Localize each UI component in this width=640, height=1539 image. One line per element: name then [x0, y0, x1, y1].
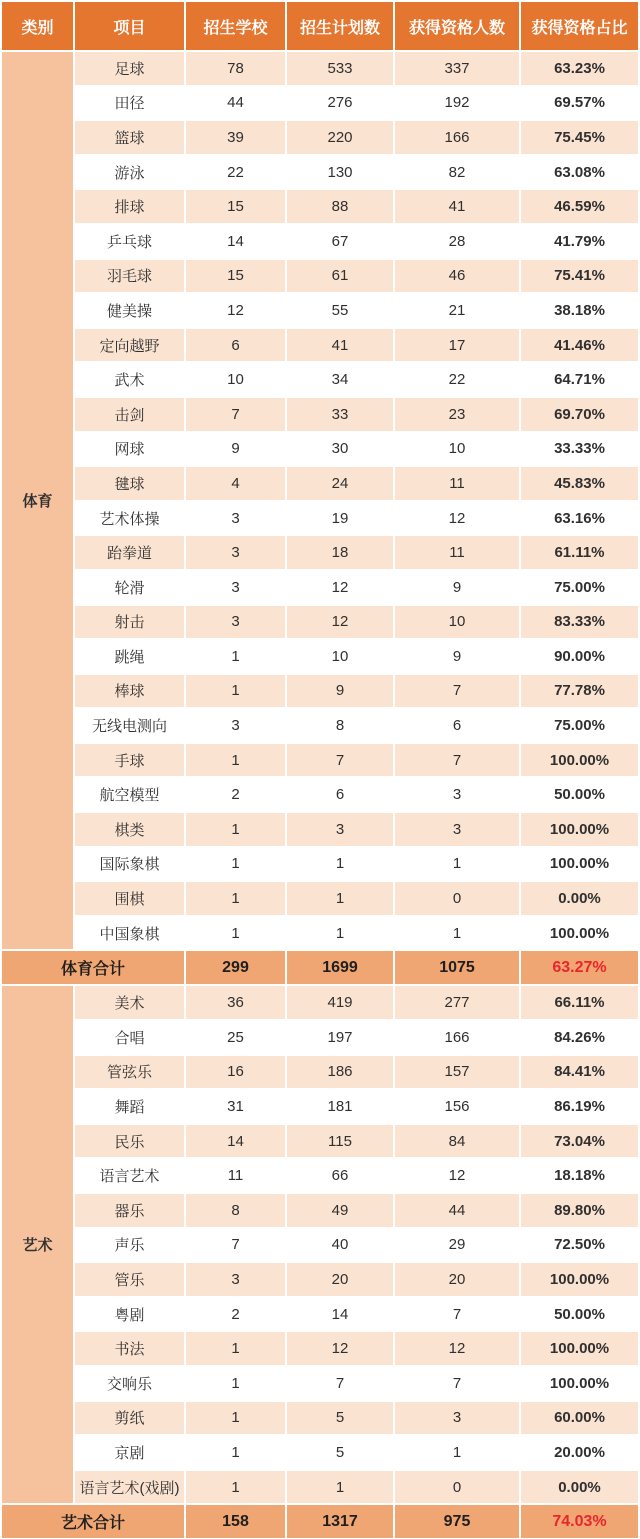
header-cell-2: 招生学校 [186, 2, 285, 50]
schools-cell: 2 [186, 778, 285, 811]
plan-cell: 34 [287, 363, 393, 396]
data-row [2, 1298, 638, 1331]
data-row [2, 433, 638, 466]
percent-cell: 38.18% [521, 294, 638, 327]
item-cell: 田径 [75, 87, 184, 120]
plan-cell: 5 [287, 1402, 393, 1435]
data-row [2, 1159, 638, 1192]
percent-cell: 46.59% [521, 190, 638, 223]
percent-cell: 75.00% [521, 709, 638, 742]
item-cell: 国际象棋 [75, 848, 184, 881]
item-cell: 舞蹈 [75, 1090, 184, 1123]
data-row [2, 52, 638, 85]
summary-plan-cell: 1317 [287, 1505, 393, 1538]
data-row [2, 986, 638, 1019]
header-cell-0: 类别 [2, 2, 73, 50]
qualified-cell: 29 [395, 1229, 519, 1262]
qualified-cell: 84 [395, 1125, 519, 1158]
qualified-cell: 11 [395, 467, 519, 500]
item-cell: 乒乓球 [75, 225, 184, 258]
schools-cell: 22 [186, 156, 285, 189]
table-header [2, 2, 638, 50]
plan-cell: 30 [287, 433, 393, 466]
plan-cell: 5 [287, 1436, 393, 1469]
qualified-cell: 10 [395, 433, 519, 466]
item-cell: 京剧 [75, 1436, 184, 1469]
header-cell-4: 获得资格人数 [395, 2, 519, 50]
summary-qualified-cell: 1075 [395, 951, 519, 984]
qualified-cell: 46 [395, 260, 519, 293]
qualified-cell: 11 [395, 536, 519, 569]
qualified-cell: 166 [395, 121, 519, 154]
item-cell: 棒球 [75, 675, 184, 708]
schools-cell: 8 [186, 1194, 285, 1227]
plan-cell: 7 [287, 744, 393, 777]
schools-cell: 1 [186, 848, 285, 881]
plan-cell: 41 [287, 329, 393, 362]
summary-label-cell: 体育合计 [2, 951, 184, 984]
data-row [2, 1471, 638, 1504]
qualified-cell: 3 [395, 1402, 519, 1435]
schools-cell: 4 [186, 467, 285, 500]
percent-cell: 75.00% [521, 571, 638, 604]
percent-cell: 84.26% [521, 1021, 638, 1054]
percent-cell: 69.70% [521, 398, 638, 431]
qualified-cell: 7 [395, 744, 519, 777]
qualified-cell: 17 [395, 329, 519, 362]
percent-cell: 100.00% [521, 744, 638, 777]
percent-cell: 100.00% [521, 1367, 638, 1400]
schools-cell: 3 [186, 1263, 285, 1296]
item-cell: 交响乐 [75, 1367, 184, 1400]
qualified-cell: 192 [395, 87, 519, 120]
data-row [2, 467, 638, 500]
percent-cell: 75.45% [521, 121, 638, 154]
percent-cell: 83.33% [521, 606, 638, 639]
item-cell: 无线电测向 [75, 709, 184, 742]
summary-label-cell: 艺术合计 [2, 1505, 184, 1538]
item-cell: 羽毛球 [75, 260, 184, 293]
summary-qualified-cell: 975 [395, 1505, 519, 1538]
item-cell: 合唱 [75, 1021, 184, 1054]
data-row [2, 1436, 638, 1469]
schools-cell: 36 [186, 986, 285, 1019]
plan-cell: 10 [287, 640, 393, 673]
qualified-cell: 20 [395, 1263, 519, 1296]
qualified-cell: 12 [395, 502, 519, 535]
percent-cell: 100.00% [521, 917, 638, 950]
percent-cell: 41.46% [521, 329, 638, 362]
data-row [2, 1402, 638, 1435]
schools-cell: 1 [186, 813, 285, 846]
schools-cell: 1 [186, 640, 285, 673]
plan-cell: 1 [287, 917, 393, 950]
plan-cell: 7 [287, 1367, 393, 1400]
percent-cell: 0.00% [521, 1471, 638, 1504]
data-row [2, 260, 638, 293]
summary-schools-cell: 299 [186, 951, 285, 984]
summary-schools-cell: 158 [186, 1505, 285, 1538]
qualified-cell: 337 [395, 52, 519, 85]
schools-cell: 14 [186, 1125, 285, 1158]
percent-cell: 45.83% [521, 467, 638, 500]
item-cell: 语言艺术(戏剧) [75, 1471, 184, 1504]
item-cell: 排球 [75, 190, 184, 223]
schools-cell: 15 [186, 190, 285, 223]
schools-cell: 7 [186, 1229, 285, 1262]
item-cell: 篮球 [75, 121, 184, 154]
qualified-cell: 12 [395, 1159, 519, 1192]
percent-cell: 50.00% [521, 1298, 638, 1331]
schools-cell: 11 [186, 1159, 285, 1192]
plan-cell: 19 [287, 502, 393, 535]
data-row [2, 363, 638, 396]
percent-cell: 69.57% [521, 87, 638, 120]
plan-cell: 12 [287, 1332, 393, 1365]
plan-cell: 18 [287, 536, 393, 569]
schools-cell: 3 [186, 502, 285, 535]
percent-cell: 66.11% [521, 986, 638, 1019]
qualified-cell: 157 [395, 1056, 519, 1089]
data-row [2, 744, 638, 777]
qualified-cell: 82 [395, 156, 519, 189]
schools-cell: 1 [186, 882, 285, 915]
plan-cell: 6 [287, 778, 393, 811]
item-cell: 剪纸 [75, 1402, 184, 1435]
plan-cell: 55 [287, 294, 393, 327]
data-row [2, 1125, 638, 1158]
percent-cell: 100.00% [521, 813, 638, 846]
data-row [2, 709, 638, 742]
percent-cell: 60.00% [521, 1402, 638, 1435]
schools-cell: 10 [186, 363, 285, 396]
percent-cell: 73.04% [521, 1125, 638, 1158]
plan-cell: 12 [287, 571, 393, 604]
data-row [2, 225, 638, 258]
category-cell: 艺术 [2, 986, 73, 1503]
data-row [2, 778, 638, 811]
item-cell: 游泳 [75, 156, 184, 189]
data-row [2, 87, 638, 120]
item-cell: 管弦乐 [75, 1056, 184, 1089]
plan-cell: 8 [287, 709, 393, 742]
item-cell: 声乐 [75, 1229, 184, 1262]
schools-cell: 3 [186, 606, 285, 639]
percent-cell: 33.33% [521, 433, 638, 466]
item-cell: 艺术体操 [75, 502, 184, 535]
plan-cell: 197 [287, 1021, 393, 1054]
qualified-cell: 6 [395, 709, 519, 742]
schools-cell: 3 [186, 571, 285, 604]
data-row [2, 536, 638, 569]
item-cell: 围棋 [75, 882, 184, 915]
qualified-cell: 277 [395, 986, 519, 1019]
data-row [2, 882, 638, 915]
plan-cell: 67 [287, 225, 393, 258]
item-cell: 棋类 [75, 813, 184, 846]
item-cell: 书法 [75, 1332, 184, 1365]
schools-cell: 6 [186, 329, 285, 362]
schools-cell: 39 [186, 121, 285, 154]
plan-cell: 220 [287, 121, 393, 154]
qualified-cell: 1 [395, 917, 519, 950]
qualified-cell: 1 [395, 1436, 519, 1469]
qualified-cell: 3 [395, 813, 519, 846]
data-row [2, 813, 638, 846]
schools-cell: 1 [186, 1332, 285, 1365]
schools-cell: 3 [186, 709, 285, 742]
item-cell: 健美操 [75, 294, 184, 327]
qualified-cell: 7 [395, 1367, 519, 1400]
item-cell: 民乐 [75, 1125, 184, 1158]
percent-cell: 89.80% [521, 1194, 638, 1227]
schools-cell: 1 [186, 1436, 285, 1469]
data-row [2, 606, 638, 639]
plan-cell: 419 [287, 986, 393, 1019]
plan-cell: 24 [287, 467, 393, 500]
percent-cell: 75.41% [521, 260, 638, 293]
item-cell: 跆拳道 [75, 536, 184, 569]
percent-cell: 77.78% [521, 675, 638, 708]
data-row [2, 156, 638, 189]
plan-cell: 61 [287, 260, 393, 293]
percent-cell: 100.00% [521, 1263, 638, 1296]
item-cell: 网球 [75, 433, 184, 466]
plan-cell: 181 [287, 1090, 393, 1123]
plan-cell: 115 [287, 1125, 393, 1158]
plan-cell: 1 [287, 882, 393, 915]
qualified-cell: 0 [395, 882, 519, 915]
summary-row [2, 1505, 638, 1538]
item-cell: 语言艺术 [75, 1159, 184, 1192]
schools-cell: 25 [186, 1021, 285, 1054]
data-row [2, 329, 638, 362]
qualified-cell: 41 [395, 190, 519, 223]
qualified-cell: 166 [395, 1021, 519, 1054]
header-cell-5: 获得资格占比 [521, 2, 638, 50]
schools-cell: 31 [186, 1090, 285, 1123]
schools-cell: 2 [186, 1298, 285, 1331]
schools-cell: 78 [186, 52, 285, 85]
data-row [2, 1021, 638, 1054]
percent-cell: 0.00% [521, 882, 638, 915]
item-cell: 射击 [75, 606, 184, 639]
percent-cell: 20.00% [521, 1436, 638, 1469]
plan-cell: 1 [287, 1471, 393, 1504]
percent-cell: 50.00% [521, 778, 638, 811]
header-row [2, 2, 638, 50]
summary-percent-cell: 74.03% [521, 1505, 638, 1538]
data-row [2, 502, 638, 535]
data-row [2, 1229, 638, 1262]
schools-cell: 15 [186, 260, 285, 293]
item-cell: 毽球 [75, 467, 184, 500]
schools-cell: 7 [186, 398, 285, 431]
plan-cell: 49 [287, 1194, 393, 1227]
item-cell: 足球 [75, 52, 184, 85]
summary-percent-cell: 63.27% [521, 951, 638, 984]
percent-cell: 63.23% [521, 52, 638, 85]
percent-cell: 100.00% [521, 1332, 638, 1365]
plan-cell: 14 [287, 1298, 393, 1331]
qualified-cell: 44 [395, 1194, 519, 1227]
qualified-cell: 9 [395, 640, 519, 673]
schools-cell: 14 [186, 225, 285, 258]
qualified-cell: 23 [395, 398, 519, 431]
plan-cell: 533 [287, 52, 393, 85]
data-row [2, 640, 638, 673]
item-cell: 轮滑 [75, 571, 184, 604]
percent-cell: 86.19% [521, 1090, 638, 1123]
item-cell: 中国象棋 [75, 917, 184, 950]
plan-cell: 33 [287, 398, 393, 431]
qualified-cell: 7 [395, 675, 519, 708]
qualified-cell: 9 [395, 571, 519, 604]
summary-plan-cell: 1699 [287, 951, 393, 984]
qualified-cell: 156 [395, 1090, 519, 1123]
data-row [2, 1090, 638, 1123]
qualified-cell: 22 [395, 363, 519, 396]
header-cell-3: 招生计划数 [287, 2, 393, 50]
schools-cell: 1 [186, 1471, 285, 1504]
qualified-cell: 7 [395, 1298, 519, 1331]
schools-cell: 44 [186, 87, 285, 120]
percent-cell: 63.08% [521, 156, 638, 189]
percent-cell: 61.11% [521, 536, 638, 569]
item-cell: 击剑 [75, 398, 184, 431]
plan-cell: 276 [287, 87, 393, 120]
item-cell: 定向越野 [75, 329, 184, 362]
qualified-cell: 12 [395, 1332, 519, 1365]
plan-cell: 20 [287, 1263, 393, 1296]
percent-cell: 41.79% [521, 225, 638, 258]
data-row [2, 1332, 638, 1365]
plan-cell: 40 [287, 1229, 393, 1262]
schools-cell: 1 [186, 1402, 285, 1435]
schools-cell: 1 [186, 744, 285, 777]
schools-cell: 12 [186, 294, 285, 327]
data-row [2, 1056, 638, 1089]
percent-cell: 84.41% [521, 1056, 638, 1089]
qualified-cell: 1 [395, 848, 519, 881]
plan-cell: 12 [287, 606, 393, 639]
data-row [2, 398, 638, 431]
percent-cell: 64.71% [521, 363, 638, 396]
item-cell: 武术 [75, 363, 184, 396]
item-cell: 跳绳 [75, 640, 184, 673]
category-cell: 体育 [2, 52, 73, 949]
data-row [2, 1263, 638, 1296]
percent-cell: 18.18% [521, 1159, 638, 1192]
qualified-cell: 0 [395, 1471, 519, 1504]
plan-cell: 66 [287, 1159, 393, 1192]
qualified-cell: 28 [395, 225, 519, 258]
item-cell: 管乐 [75, 1263, 184, 1296]
plan-cell: 9 [287, 675, 393, 708]
summary-row [2, 951, 638, 984]
schools-cell: 16 [186, 1056, 285, 1089]
plan-cell: 88 [287, 190, 393, 223]
schools-cell: 1 [186, 675, 285, 708]
data-row [2, 1367, 638, 1400]
plan-cell: 1 [287, 848, 393, 881]
data-row [2, 121, 638, 154]
data-row [2, 571, 638, 604]
percent-cell: 63.16% [521, 502, 638, 535]
plan-cell: 186 [287, 1056, 393, 1089]
data-row [2, 294, 638, 327]
schools-cell: 1 [186, 1367, 285, 1400]
data-row [2, 1194, 638, 1227]
percent-cell: 72.50% [521, 1229, 638, 1262]
qualified-cell: 3 [395, 778, 519, 811]
item-cell: 航空模型 [75, 778, 184, 811]
percent-cell: 90.00% [521, 640, 638, 673]
item-cell: 粤剧 [75, 1298, 184, 1331]
data-row [2, 675, 638, 708]
schools-cell: 3 [186, 536, 285, 569]
item-cell: 美术 [75, 986, 184, 1019]
item-cell: 器乐 [75, 1194, 184, 1227]
schools-cell: 1 [186, 917, 285, 950]
header-cell-1: 项目 [75, 2, 184, 50]
schools-cell: 9 [186, 433, 285, 466]
item-cell: 手球 [75, 744, 184, 777]
qualified-cell: 21 [395, 294, 519, 327]
table-body [2, 52, 638, 1538]
plan-cell: 3 [287, 813, 393, 846]
data-row [2, 917, 638, 950]
plan-cell: 130 [287, 156, 393, 189]
data-row [2, 190, 638, 223]
qualified-cell: 10 [395, 606, 519, 639]
data-row [2, 848, 638, 881]
percent-cell: 100.00% [521, 848, 638, 881]
